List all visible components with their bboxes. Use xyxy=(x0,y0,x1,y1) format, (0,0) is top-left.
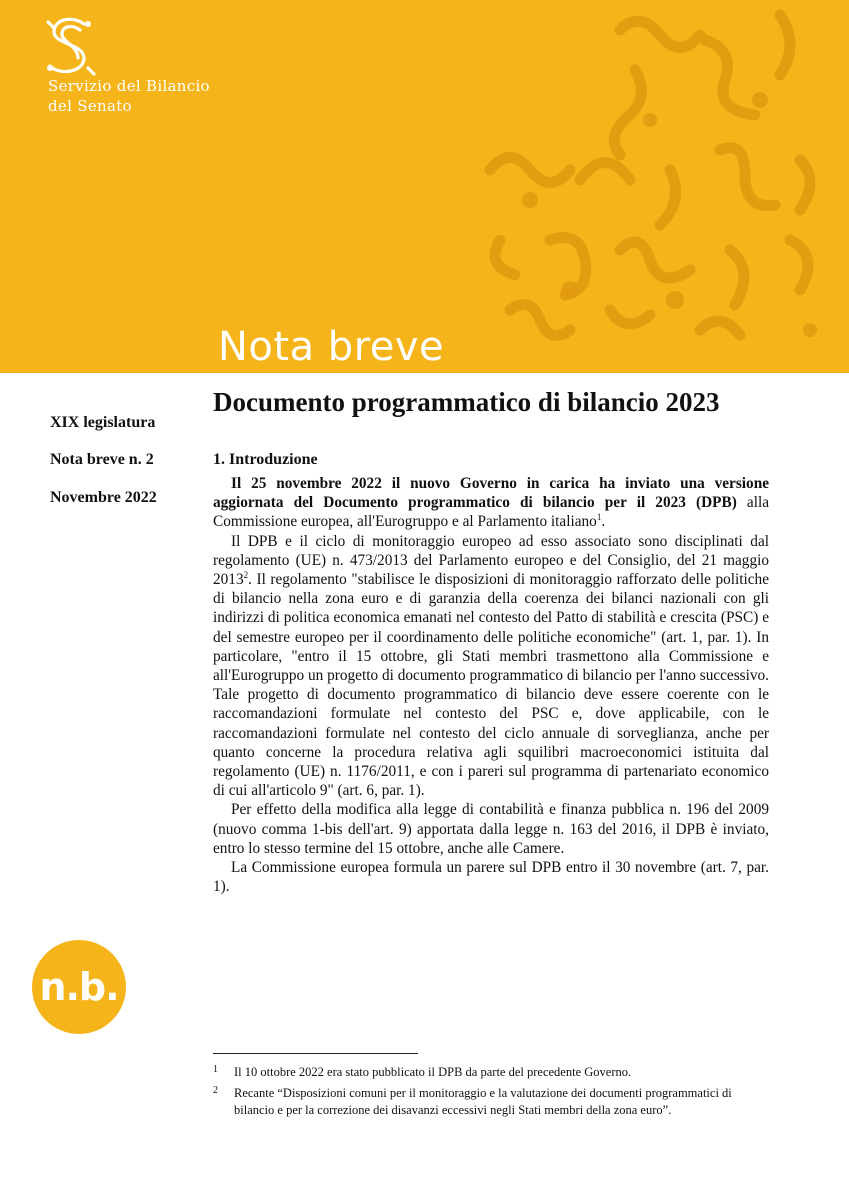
document-title: Documento programmatico di bilancio 2023 xyxy=(213,387,720,417)
paragraph-1-end: . xyxy=(601,513,606,531)
senate-s-emblem-icon xyxy=(40,14,100,80)
footnote-number: 1 xyxy=(213,1064,218,1075)
paragraph-2-text: Il DPB e il ciclo di monitoraggio europeo ad esso associato sono disciplinati dal regolamento (UE) n. 473/2013 del Parlamento europeo e del Consiglio, del 21 maggio 2013 xyxy=(213,532,769,589)
footnote-ref-1[interactable]: 1 xyxy=(596,512,602,523)
footnote-divider xyxy=(213,1053,418,1054)
paragraph-3: Per effetto della modifica alla legge di contabilità e finanza pubblica n. 196 del 2009 (nuovo comma 1-bis dell'art. 9) apportata dalla legge n. 163 del 2016, il DPB è inviato, entro lo stesso termine del 15 ottobre, anche alle Camere. xyxy=(213,801,769,857)
note-number-label: Nota breve n. 2 xyxy=(50,451,154,468)
paragraph-1-text: alla Commissione europea, all'Eurogruppo e al Parlamento italiano xyxy=(213,494,769,531)
nb-badge-logo: n.b. xyxy=(32,940,126,1034)
footnote-text: Il 10 ottobre 2022 era stato pubblicato il DPB da parte del precedente Governo. xyxy=(234,1065,632,1079)
section-heading: 1. Introduzione xyxy=(213,451,318,468)
organization-name-line2: del Senato xyxy=(48,97,132,115)
paragraph-2-rest: . Il regolamento "stabilisce le disposizioni di monitoraggio rafforzato delle politiche di bilancio nella zona euro e di garanzia della coerenza dei bilanci nazionali con gli indirizzi di politica economica emanati nel contesto del Patto di stabilità e crescita (PSC) e del semestre europeo per il coordinamento delle politiche economiche" (art. 1, par. 1). In particolare, "entro il 15 ottobre, gli Stati membri trasmettono alla Commissione e all'Eurogruppo un progetto di documento programmatico di bilancio per l'anno successivo. Tale progetto di documento programmatico di bilancio deve essere coerente con le raccomandazioni formulate nel contesto del PSC e, dove applicabile, con le raccomandazioni formulate nel contesto del ciclo annuale di sorveglianza, anche per quanto concerne la procedura relativa agli squilibri macroeconomici istituita dal regolamento (UE) n. 1176/2011, e con i pareri sul programma di partenariato economico di cui all'articolo 9" (art. 6, par. 1). xyxy=(213,571,769,800)
publication-date: Novembre 2022 xyxy=(50,489,157,506)
legislature-label: XIX legislatura xyxy=(50,414,156,431)
body-text xyxy=(213,474,769,896)
footnote-text: Recante “Disposizioni comuni per il monitoraggio e la valutazione dei documenti programmatici di bilancio e per la correzione dei disavanzi eccessivi negli Stati membri della zona euro”. xyxy=(234,1086,732,1117)
footnote-ref-2[interactable]: 2 xyxy=(243,569,249,580)
senate-logo xyxy=(40,14,100,85)
header-banner xyxy=(0,0,849,373)
footnotes xyxy=(213,1064,773,1123)
footnote-item xyxy=(213,1064,773,1081)
footnote-item xyxy=(213,1085,773,1119)
manuscript-watermark-graphic xyxy=(470,0,849,373)
organization-name xyxy=(48,76,210,116)
paragraph-2 xyxy=(213,532,769,801)
paragraph-1 xyxy=(213,474,769,532)
organization-name-line1: Servizio del Bilancio xyxy=(48,77,210,95)
paragraph-4: La Commissione europea formula un parere sul DPB entro il 30 novembre (art. 7, par. 1). xyxy=(213,859,769,896)
footnote-number: 2 xyxy=(213,1085,218,1096)
paragraph-1-bold: Il 25 novembre 2022 il nuovo Governo in carica ha inviato una versione aggiornata del Documento programmatico di bilancio per il 2023 (DPB) xyxy=(213,475,769,512)
series-label: Nota breve xyxy=(218,324,445,370)
